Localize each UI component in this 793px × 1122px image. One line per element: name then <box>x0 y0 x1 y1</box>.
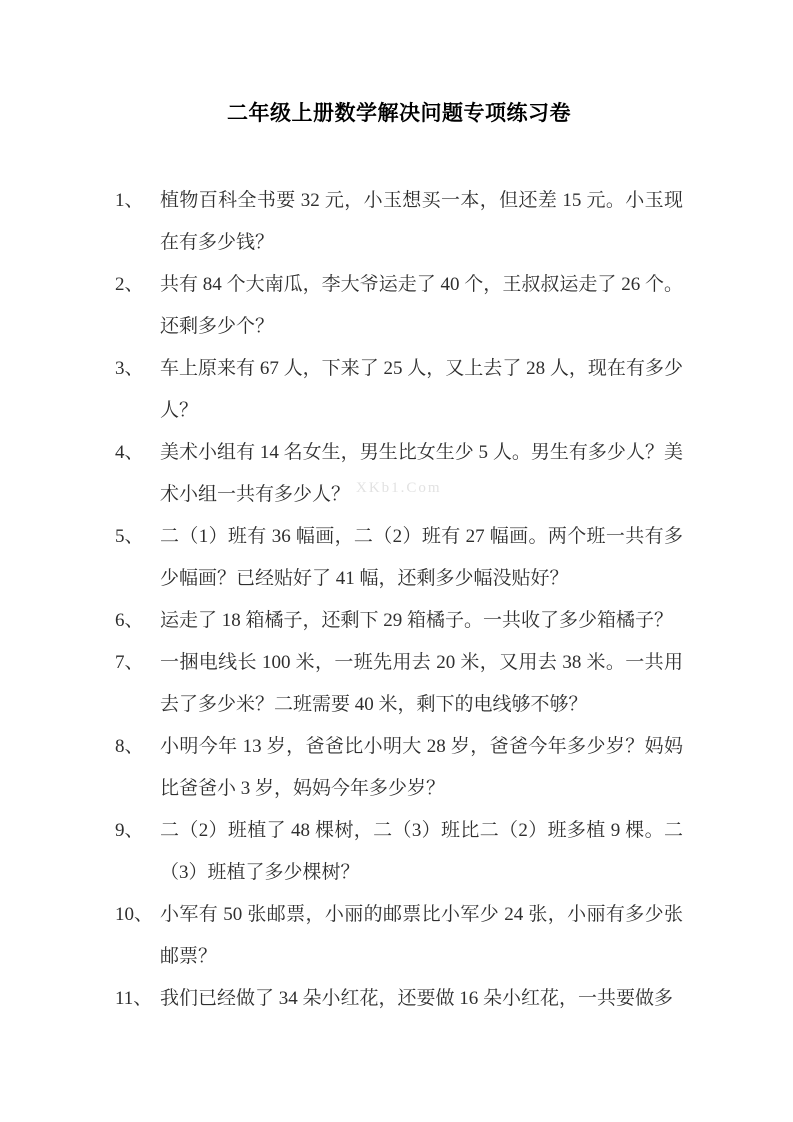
problem-text: 车上原来有 67 人，下来了 25 人，又上去了 28 人，现在有多少人？ <box>160 358 683 421</box>
problem-item <box>115 600 683 642</box>
page-title: 二年级上册数学解决问题专项练习卷 <box>227 101 571 125</box>
problem-number: 9、 <box>115 820 144 841</box>
problem-text: 我们已经做了 34 朵小红花，还要做 16 朵小红花，一共要做多 <box>160 988 674 1009</box>
problem-number: 1、 <box>115 190 144 211</box>
problem-item <box>115 894 683 978</box>
problem-number: 3、 <box>115 358 144 379</box>
problem-item <box>115 726 683 810</box>
problem-number: 5、 <box>115 526 144 547</box>
problem-item <box>115 264 683 348</box>
problem-number: 10、 <box>115 904 154 925</box>
problem-number: 11、 <box>115 988 153 1009</box>
problem-number: 6、 <box>115 610 144 631</box>
problem-item <box>115 810 683 894</box>
problem-item <box>115 432 683 516</box>
problem-text: 小明今年 13 岁，爸爸比小明大 28 岁，爸爸今年多少岁？妈妈比爸爸小 3 岁，妈妈今年多少岁？ <box>160 736 683 799</box>
problem-text: 二（1）班有 36 幅画，二（2）班有 27 幅画。两个班一共有多少幅画？已经贴好了 41 幅，还剩多少幅没贴好？ <box>160 526 683 589</box>
problem-item <box>115 642 683 726</box>
problem-number: 8、 <box>115 736 144 757</box>
problem-item <box>115 978 683 1020</box>
problem-text: 美术小组有 14 名女生，男生比女生少 5 人。男生有多少人？美术小组一共有多少人？ <box>160 442 683 505</box>
problem-number: 7、 <box>115 652 144 673</box>
problem-list <box>115 180 683 1020</box>
problem-text: 共有 84 个大南瓜，李大爷运走了 40 个，王叔叔运走了 26 个。还剩多少个？ <box>160 274 683 337</box>
problem-text: 二（2）班植了 48 棵树，二（3）班比二（2）班多植 9 棵。二（3）班植了多少棵树？ <box>160 820 683 883</box>
problem-item <box>115 180 683 264</box>
problem-text: 一捆电线长 100 米，一班先用去 20 米，又用去 38 米。一共用去了多少米？二班需要 40 米，剩下的电线够不够？ <box>160 652 683 715</box>
problem-text: 小军有 50 张邮票，小丽的邮票比小军少 24 张，小丽有多少张邮票？ <box>160 904 683 967</box>
problem-text: 植物百科全书要 32 元，小玉想买一本，但还差 15 元。小玉现在有多少钱？ <box>160 190 683 253</box>
problem-number: 2、 <box>115 274 144 295</box>
problem-item <box>115 348 683 432</box>
problem-number: 4、 <box>115 442 144 463</box>
watermark: XKb1.Com <box>356 480 442 496</box>
problem-text: 运走了 18 箱橘子，还剩下 29 箱橘子。一共收了多少箱橘子？ <box>160 610 674 631</box>
problem-item <box>115 516 683 600</box>
